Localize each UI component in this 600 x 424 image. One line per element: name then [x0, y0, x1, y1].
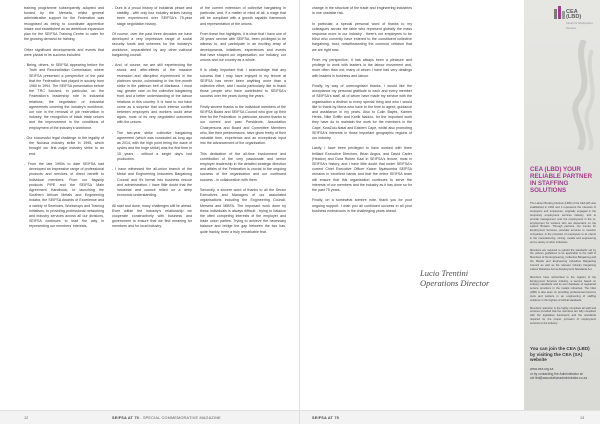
- page-number-right: 13: [580, 416, 585, 420]
- cea-lbd-logo: [554, 6, 594, 31]
- decorative-silhouette-icon: [564, 40, 600, 150]
- paragraph: - I have witnessed the all-union branch of the Metal and Engineering Industries Bargaining Council and it's formal into business rescue and administration. I have little doubt that the industrial and council relied on a deep economic understanding.: [112, 167, 192, 198]
- paragraph: - Our successful legal challenge to the legality of the Nunasa industry strike in 1995, which brought our first major industry strike to an end.: [24, 136, 104, 156]
- paragraph: From my perspective, it has always been a pleasure and privilege to work with leaders in the labour movement and, more often than not, many of whom I have had very dealings with leaders in business and labour.: [312, 58, 412, 78]
- sidebar-paragraph: Members are required to uphold the standards set by the various guidelines to be applicable to the staff of Members of the Engineering, Collective Bargaining and the Metals and Engineering Industries Bargaining Council as well as the relevant industry bargaining Labour Relations Act as Employment Standards Act.: [530, 248, 596, 272]
- left-footer: [0, 410, 300, 424]
- paragraph: - Ours is a proud history of industrial peace and stability - with only four industry strikes having been experienced over SEIFSA's 75-year stage negotiation history.: [112, 6, 192, 26]
- magazine-title-left: [112, 416, 221, 420]
- column-2: [112, 6, 192, 235]
- column-1: [24, 6, 104, 235]
- signature-role: Operations Director: [420, 278, 490, 288]
- magazine-subtitle: - SPECIAL COMMEMORATIVE MAGAZINE: [140, 416, 221, 420]
- sidebar-title: CEA (LBD) YOUR RELIABLE PARTNER IN STAFFING SOLUTIONS: [530, 166, 593, 194]
- logo-name: CEA (LBD): [566, 9, 582, 21]
- sidebar-paragraph: The Labour Broking Division (LBD) of the CEA (W) was established in 1994 and it represents the interests of employers and employees, originally engaged in the temporary employment services industry, and to provide management over the employment in the re-employment for workers who are dependent on the Labour Brokers. Through partners, the Centre for Employment Services, provides services to member companies, in the provision of employees to its clients in the manufacturing, mining, metals and engineering and a variety of other industries.: [530, 202, 596, 245]
- paragraph: change in the structure of the trade and engineering industries in one unstable risk.: [312, 6, 412, 16]
- website-link[interactable]: www.cea.org.za: [530, 367, 554, 371]
- paragraph: Firstly sincere thanks to the individual members of the SEIFSA Board and SEIFSA Council who give up their time for the Federation. In particular, sincere thanks to our current and past Presidents, Association Chairpersons and Board and Committee Members who, like their predecessors, have given freely of their valuable time, experience and an exceptional input into the advancement of the organisation.: [200, 104, 286, 146]
- paragraph: - The two-year strike collective bargaining agreement (which was concluded as long ago as 2014, with the high point being the wave of cycles and the huge strike) was the first time in 15 years - without a single day's lost production.: [112, 130, 192, 161]
- magazine-title-right: [312, 416, 339, 420]
- sidebar-paragraph: Members' attention is the highly compliant all staff and services provided that the members are fully compliant with the legislative framework and the standards required for the proper provision of employment services to the industry.: [530, 306, 596, 326]
- paragraph: Secondly, a sincere word of thanks to all the Sector Executives and Managers of our associated organisations including the Engineering Council, Merseta and MIBFA. The important work done by these individuals is always difficult - trying to balance the often competing interests of the employer and trade union parties. Trying to achieve the necessary balance and bridge the gap between the two has, quite frankly, been a truly remarkable feat.: [200, 188, 286, 234]
- paragraph: Finally, on a somewhat sombre note, thank you for your ongoing support. I wish you all continued success in all your business endeavours in the challenging years ahead.: [312, 198, 412, 213]
- paragraph: In particular, a special personal word of thanks to my colleagues across the table who represent globally the mass response more in our industry - there's not employees to be blind who currently have entered to the constituent collective bargaining, trust, notwithstanding the common criticism that we are right now.: [312, 21, 412, 52]
- sidebar-paragraph: Members have subscribed to the register of the Employment Services industry, a service based on industry standards and its own database of registered service providers in the metals industries. The CEA (LBD) is also keen on providing professional resource tools and workers in an engineering of staffing solutions in the highest of ethical standards.: [530, 275, 596, 303]
- paragraph: - And, of course, we are still experiencing the shock and after-effects of the massive recession and disruptive experienced in the platinum sector, culminating in the five-month strike in the platinum belt of Marikana. I must say, greater care on the collective bargaining front and a better understanding of the labour relations in this country. It is hard to not have come as a surprise that such intense conflict between employers and workers could arise again, most of its very negotiated outcomes with the unions.: [112, 63, 192, 125]
- signature-name: Lucio Trentini: [420, 268, 469, 278]
- magazine-name-right: SEIFSA AT 75: [312, 416, 339, 420]
- paragraph: Other significant developments and events that were pivotal to its success included:: [24, 47, 104, 57]
- paragraph: training programme subsequently adopted and funded by the Merseta, whilst general administrative support for the Federation was recognised as being to coordinate apprentice intake and established as an ambitious expansion plan for the SEIFSA Training Centre to cater for the growing demand for training.: [24, 6, 104, 42]
- right-footer: [300, 410, 600, 424]
- paragraph: It is vitally important that I acknowledge that any success that I may have enjoyed in my tenure at SEIFSA has never been anything more than a collective effort, and I would particularly like to thank those people who have contributed to SEIFSA's success over the years during the years.: [200, 68, 286, 99]
- right-page: [300, 0, 600, 424]
- paragraph: - From the late 1990s to date SEIFSA had developed an impressive range of professional products and services of direct benefit to individual members. From our flagship products PIPE and the SEIFSA Main Agreement Handbook, to launching the Southern African Metals and Engineering Indaba, the SEIFSA Awards of Excellence and a variety of Seminars, Workshops and Training Initiatives, to providing professional networking and industry services across all our divisions, SEIFSA continues to lead the way in representing our members' interests.: [24, 162, 104, 229]
- logo-subtitle: Centre for Employment Services: [566, 21, 593, 31]
- sidebar-links: [530, 367, 598, 381]
- paragraph: This dedication of the all-time involvement and contribution of the very passionate and senior employer leadership in the detailed strategic direction and affairs of the Federation is crucial to the ongoing success of the organisation and our continued success - in collaboration with them.: [200, 151, 286, 182]
- logo-mark-icon: [554, 6, 565, 20]
- paragraph: Of course, over the past three decades we have developed a very impressive range of social security funds and schemes for the industry's workforce, unparalleled by any other national bargaining council.: [112, 32, 192, 57]
- column-4: [312, 6, 412, 219]
- logo-text: [566, 10, 594, 32]
- page-number-left: 12: [24, 416, 29, 420]
- column-3: [200, 6, 286, 240]
- paragraph: of the current extension of collective bargaining in particular, and, if a matter of mind at all, a wage that will be compliant with a growth capable framework and representation of the unions.: [200, 6, 286, 26]
- signature-block: [420, 262, 489, 288]
- paragraph: Lastly, I have been privileged to have worked with three brilliant Executive Directors, Brian Angus, and David Carter (Heaton) and Dora Ruben Kazi in SEIFSA's tenure, most in SEIFSA's history, and I have little doubt that under SEIFSA's current Chief Executive Officer Kaizer Nyatsumba SEIFSA remains in excellent hands and that the entire SEIFSA team will ensure that this organisation continues to serve the interests of our members and the industry as it has done so for the past 75 years.: [312, 146, 412, 193]
- contact-text: or by contacting the Administrator at: [530, 371, 583, 376]
- paragraph: Finally, by way of unrecognised thanks, I would like the acceptance my personal gratitude to each and every member of SEIFSA's staff, all of whom have made my service with the organisation a distinct to every special thing and who I would like to thank by Mena who have to the time to agree, guidance and assistance in my years. Also to Colin Bayes, Kamen Herbs, Nike Griffin and Karlik Naidoo, for the important work they have do to maintain the work for the members in the Cape, KwaZulu-Natal and Eastern Cape, whilst also promoting SEIFSA's interests in those important geographic regions of our industry.: [312, 84, 412, 141]
- paragraph: From these few highlights, it is clear that I have one of 28 years' service with SEIFSA, been privileged to be witness to, and participate in an exciting array of developments, initiatives, experiences and events that have shaped our organisation, our industry, our unions and our country as a whole.: [200, 32, 286, 63]
- cea-lbd-sidebar: [524, 0, 600, 410]
- magazine-name: SEIFSA AT 75: [112, 416, 139, 420]
- paragraph: - Being, others, to SEIFSA appearing before the Truth and Reconciliation Commission, where SEIFSA presented a perspective of the past that the Federation had played in society from 1960 to 1994. The SEIFSA presentation before the TRC focused, in particular, on the Federation's leadership role in industrial relations, the negotiation of industrial agreements covering the industry's workforce, our role in the removal of job reservation in industry, the recognition of black trade unions and the improvement in the conditions of employment of the industry's workforce.: [24, 63, 104, 130]
- email-link[interactable]: cel.lbd@associationadministrator.co.za: [530, 376, 588, 381]
- sidebar-cta: You can join the CEA (LBD) by visiting the CEA (SA) website: [530, 346, 590, 363]
- sidebar-body: [530, 202, 596, 330]
- paragraph: All said and done, many challenges still lie ahead. Even within the industry's relationship we cooperate constructively with business and government to ensure that we find meaning for members and for local industry.: [112, 203, 192, 229]
